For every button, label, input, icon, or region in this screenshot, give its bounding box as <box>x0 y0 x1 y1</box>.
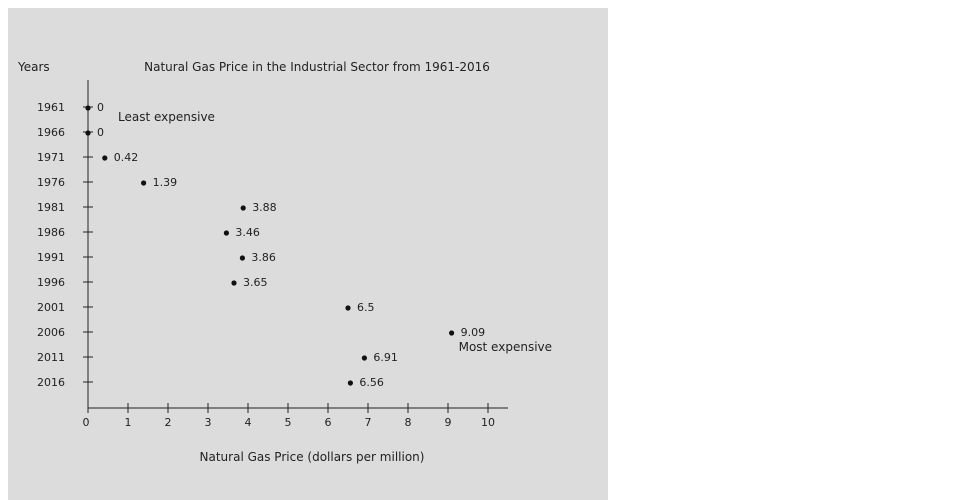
x-tick-label: 0 <box>82 416 90 429</box>
data-label: 0 <box>97 101 104 114</box>
y-tick-label: 2016 <box>37 376 65 389</box>
y-tick-label: 1991 <box>37 251 65 264</box>
y-tick-label: 1961 <box>37 101 65 114</box>
x-tick-label: 1 <box>124 416 132 429</box>
data-point <box>348 380 353 385</box>
data-label: 6.56 <box>359 376 384 389</box>
x-axis-label: Natural Gas Price (dollars per million) <box>199 450 425 464</box>
y-tick-label: 1976 <box>37 176 65 189</box>
data-point <box>224 230 229 235</box>
x-tick-label: 3 <box>204 416 212 429</box>
data-label: 1.39 <box>152 176 178 189</box>
y-axis-label: Years <box>18 60 50 74</box>
annotation: Most expensive <box>458 340 553 354</box>
data-point <box>85 105 90 110</box>
x-tick-label: 10 <box>481 416 495 429</box>
data-point <box>449 330 454 335</box>
data-label: 0.42 <box>113 151 139 164</box>
y-tick-label: 1966 <box>37 126 65 139</box>
y-tick-label: 2006 <box>37 326 65 339</box>
y-tick-label: 1981 <box>37 201 65 214</box>
data-point <box>345 305 350 310</box>
x-tick-label: 5 <box>284 416 292 429</box>
annotation: Least expensive <box>118 110 215 124</box>
chart-title: Natural Gas Price in the Industrial Sector from 1961-2016 <box>144 60 490 74</box>
data-point <box>85 130 90 135</box>
data-label: 3.46 <box>235 226 260 239</box>
data-label: 3.65 <box>243 276 268 289</box>
data-point <box>240 255 245 260</box>
data-label: 6.5 <box>357 301 375 314</box>
data-point <box>102 155 107 160</box>
data-label: 0 <box>97 126 104 139</box>
y-tick-label: 1986 <box>37 226 65 239</box>
data-label: 9.09 <box>460 326 486 339</box>
y-tick-label: 2001 <box>37 301 65 314</box>
data-label: 3.86 <box>251 251 276 264</box>
data-point <box>241 205 246 210</box>
data-label: 6.91 <box>373 351 398 364</box>
x-tick-label: 9 <box>444 416 452 429</box>
y-tick-label: 1971 <box>37 151 65 164</box>
data-point <box>141 180 146 185</box>
data-point <box>362 355 367 360</box>
y-tick-label: 1996 <box>37 276 65 289</box>
x-tick-label: 4 <box>244 416 252 429</box>
x-tick-label: 7 <box>364 416 372 429</box>
data-point <box>231 280 236 285</box>
data-marks <box>85 101 552 389</box>
y-tick-label: 2011 <box>37 351 65 364</box>
x-tick-label: 6 <box>324 416 332 429</box>
data-label: 3.88 <box>252 201 277 214</box>
x-tick-label: 2 <box>164 416 172 429</box>
x-tick-label: 8 <box>404 416 412 429</box>
